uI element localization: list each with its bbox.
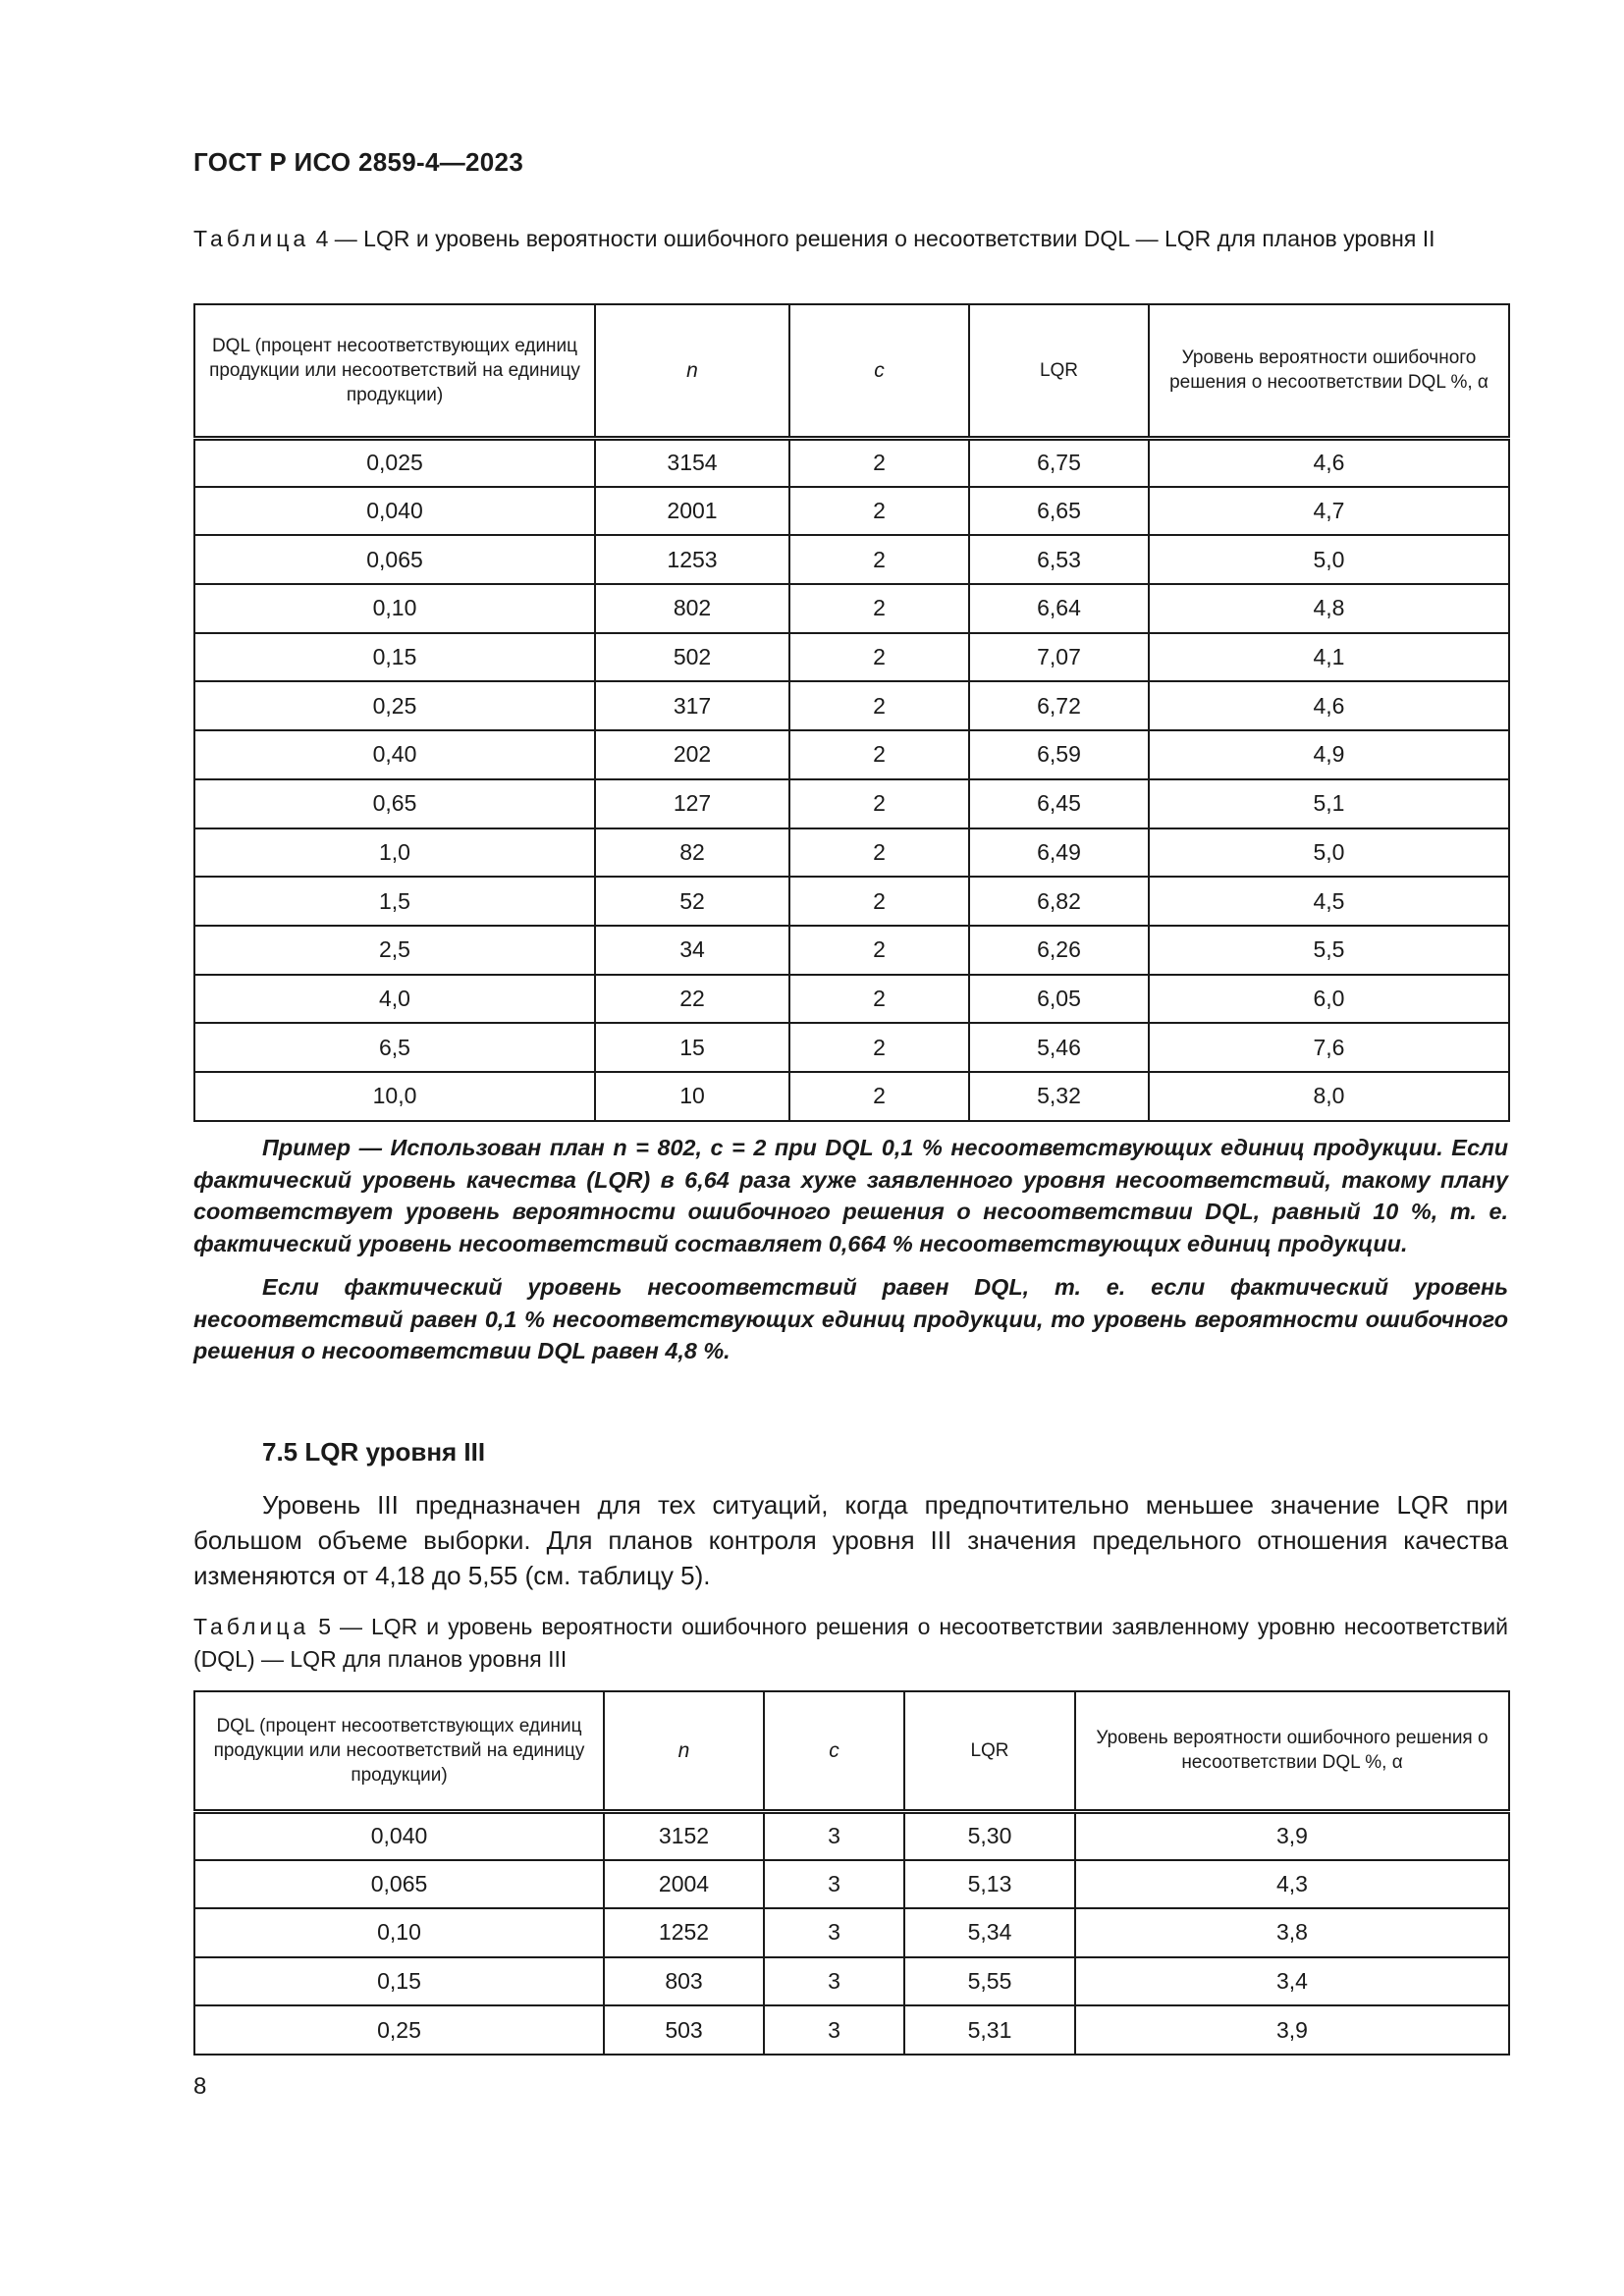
table-cell: 2 (789, 1023, 969, 1072)
table-cell: 82 (595, 828, 789, 878)
table-cell: 0,25 (194, 681, 595, 730)
table-cell: 1,0 (194, 828, 595, 878)
table5-caption-label: Таблица (193, 1614, 310, 1639)
table-cell: 317 (595, 681, 789, 730)
table-cell: 803 (604, 1957, 764, 2006)
table5 (193, 1690, 1510, 2056)
table4-caption (193, 223, 1508, 255)
table-cell: 6,5 (194, 1023, 595, 1072)
table5-caption (193, 1611, 1508, 1676)
table-row (194, 1023, 1509, 1072)
table-cell: 5,1 (1149, 779, 1509, 828)
table-cell: 6,64 (969, 584, 1149, 633)
table-cell: 5,31 (904, 2005, 1075, 2055)
table5-header-lqr: LQR (904, 1691, 1075, 1811)
table-cell: 15 (595, 1023, 789, 1072)
table-cell: 4,3 (1075, 1860, 1509, 1909)
example-paragraph-2: Если фактический уровень несоответствий равен DQL, т. е. если фактический уровень несоответствий равен 0,1 % несоответствующих единиц продукции, то уровень вероятности ошибочного решения о несоответствии DQL равен 4,8 %. (193, 1274, 1508, 1363)
table-cell: 1252 (604, 1908, 764, 1957)
table-cell: 6,53 (969, 535, 1149, 584)
table-cell: 2 (789, 584, 969, 633)
table5-header-n: n (604, 1691, 764, 1811)
table-cell: 5,0 (1149, 828, 1509, 878)
table-cell: 3 (764, 1811, 904, 1860)
table-cell: 2 (789, 487, 969, 536)
table-cell: 6,65 (969, 487, 1149, 536)
table-row (194, 730, 1509, 779)
table-cell: 2001 (595, 487, 789, 536)
table-cell: 0,025 (194, 438, 595, 487)
table-cell: 6,75 (969, 438, 1149, 487)
table-row (194, 877, 1509, 926)
table-cell: 0,10 (194, 1908, 604, 1957)
table-cell: 0,040 (194, 487, 595, 536)
section-title: 7.5 LQR уровня III (262, 1437, 486, 1467)
table-cell: 0,10 (194, 584, 595, 633)
table-row (194, 779, 1509, 828)
table-cell: 3 (764, 2005, 904, 2055)
table-cell: 2 (789, 828, 969, 878)
table-cell: 34 (595, 926, 789, 975)
table-cell: 2 (789, 438, 969, 487)
table-cell: 2,5 (194, 926, 595, 975)
table-row (194, 1908, 1509, 1957)
table4-header-n: n (595, 304, 789, 438)
table-cell: 2 (789, 633, 969, 682)
table-row (194, 926, 1509, 975)
table-cell: 7,07 (969, 633, 1149, 682)
table-cell: 127 (595, 779, 789, 828)
table-cell: 2 (789, 535, 969, 584)
table-cell: 4,9 (1149, 730, 1509, 779)
example-block (193, 1132, 1508, 1379)
table-cell: 4,6 (1149, 438, 1509, 487)
table-cell: 2 (789, 975, 969, 1024)
table-cell: 0,25 (194, 2005, 604, 2055)
table-cell: 5,13 (904, 1860, 1075, 1909)
table-cell: 0,040 (194, 1811, 604, 1860)
table-row (194, 1072, 1509, 1121)
table-cell: 502 (595, 633, 789, 682)
table-cell: 4,7 (1149, 487, 1509, 536)
table-cell: 0,15 (194, 633, 595, 682)
table-cell: 2 (789, 681, 969, 730)
table-cell: 3 (764, 1957, 904, 2006)
table4-caption-label: Таблица (193, 226, 310, 251)
table4-caption-text: 4 — LQR и уровень вероятности ошибочного решения о несоответствии DQL — LQR для планов уровня II (315, 226, 1435, 251)
table-cell: 3,9 (1075, 1811, 1509, 1860)
table-cell: 6,49 (969, 828, 1149, 878)
table-row (194, 438, 1509, 487)
table-row (194, 2005, 1509, 2055)
table-cell: 8,0 (1149, 1072, 1509, 1121)
table-cell: 0,15 (194, 1957, 604, 2006)
table4-header-alpha: Уровень вероятности ошибочного решения о несоответствии DQL %, α (1149, 304, 1509, 438)
table-cell: 3,8 (1075, 1908, 1509, 1957)
table-row (194, 633, 1509, 682)
table-cell: 0,065 (194, 535, 595, 584)
table-cell: 5,34 (904, 1908, 1075, 1957)
table-cell: 5,55 (904, 1957, 1075, 2006)
table-cell: 2 (789, 1072, 969, 1121)
table-cell: 5,30 (904, 1811, 1075, 1860)
table5-header-dql: DQL (процент несоответствующих единиц продукции или несоответствий на единицу продукции) (194, 1691, 604, 1811)
table-row (194, 828, 1509, 878)
table-cell: 3,9 (1075, 2005, 1509, 2055)
table-row (194, 487, 1509, 536)
table4-header-row (194, 304, 1509, 438)
table-cell: 4,1 (1149, 633, 1509, 682)
table-cell: 4,0 (194, 975, 595, 1024)
table4-header-lqr: LQR (969, 304, 1149, 438)
table-cell: 4,5 (1149, 877, 1509, 926)
table4 (193, 303, 1510, 1122)
table-cell: 6,82 (969, 877, 1149, 926)
table-row (194, 1860, 1509, 1909)
table-cell: 6,26 (969, 926, 1149, 975)
table-cell: 6,45 (969, 779, 1149, 828)
page-number: 8 (193, 2073, 207, 2100)
table-cell: 5,0 (1149, 535, 1509, 584)
table-row (194, 1957, 1509, 2006)
table-cell: 3154 (595, 438, 789, 487)
table-cell: 3 (764, 1860, 904, 1909)
table-cell: 52 (595, 877, 789, 926)
table-cell: 2 (789, 877, 969, 926)
table-cell: 0,065 (194, 1860, 604, 1909)
table-cell: 6,59 (969, 730, 1149, 779)
table-cell: 22 (595, 975, 789, 1024)
table-cell: 3152 (604, 1811, 764, 1860)
table5-header-alpha: Уровень вероятности ошибочного решения о несоответствии DQL %, α (1075, 1691, 1509, 1811)
table-cell: 2004 (604, 1860, 764, 1909)
table4-header-c: c (789, 304, 969, 438)
table-cell: 0,40 (194, 730, 595, 779)
table-row (194, 975, 1509, 1024)
table-cell: 5,46 (969, 1023, 1149, 1072)
table5-header-row (194, 1691, 1509, 1811)
table-cell: 5,5 (1149, 926, 1509, 975)
table-cell: 202 (595, 730, 789, 779)
table-cell: 7,6 (1149, 1023, 1509, 1072)
table-cell: 802 (595, 584, 789, 633)
table-cell: 6,72 (969, 681, 1149, 730)
table-row (194, 1811, 1509, 1860)
table-cell: 1253 (595, 535, 789, 584)
table-cell: 2 (789, 926, 969, 975)
table4-header-dql: DQL (процент несоответствующих единиц продукции или несоответствий на единицу продукции) (194, 304, 595, 438)
example-paragraph-1: Пример — Использован план n = 802, c = 2 при DQL 0,1 % несоответствующих единиц продукции. Если фактический уровень качества (LQR) в 6,64 раза хуже заявленного уровня несоответствий, такому плану соответствует уровень вероятности ошибочного решения о несоответствии DQL, равный 10 %, т. е. фактический уровень несоответствий составляет 0,664 % несоответствующих единиц продукции. (193, 1135, 1508, 1256)
table5-caption-text: 5 — LQR и уровень вероятности ошибочного решения о несоответствии заявленному уровню несоответствий (DQL) — LQR для планов уровня III (193, 1614, 1508, 1672)
table-cell: 3 (764, 1908, 904, 1957)
table-cell: 1,5 (194, 877, 595, 926)
table-cell: 6,05 (969, 975, 1149, 1024)
table-cell: 5,32 (969, 1072, 1149, 1121)
table-cell: 503 (604, 2005, 764, 2055)
table-row (194, 535, 1509, 584)
table-cell: 3,4 (1075, 1957, 1509, 2006)
document-header: ГОСТ Р ИСО 2859-4—2023 (193, 147, 524, 177)
table5-header-c: c (764, 1691, 904, 1811)
table-cell: 4,6 (1149, 681, 1509, 730)
table-row (194, 681, 1509, 730)
table-cell: 10 (595, 1072, 789, 1121)
table-cell: 0,65 (194, 779, 595, 828)
table-cell: 10,0 (194, 1072, 595, 1121)
table-cell: 6,0 (1149, 975, 1509, 1024)
table-row (194, 584, 1509, 633)
table-cell: 2 (789, 730, 969, 779)
section-body-text: Уровень III предназначен для тех ситуаций, когда предпочтительно меньшее значение LQR при большом объеме выборки. Для планов контроля уровня III значения предельного отношения качества изменяются от 4,18 до 5,55 (см. таблицу 5). (193, 1490, 1508, 1590)
table-cell: 4,8 (1149, 584, 1509, 633)
table-cell: 2 (789, 779, 969, 828)
